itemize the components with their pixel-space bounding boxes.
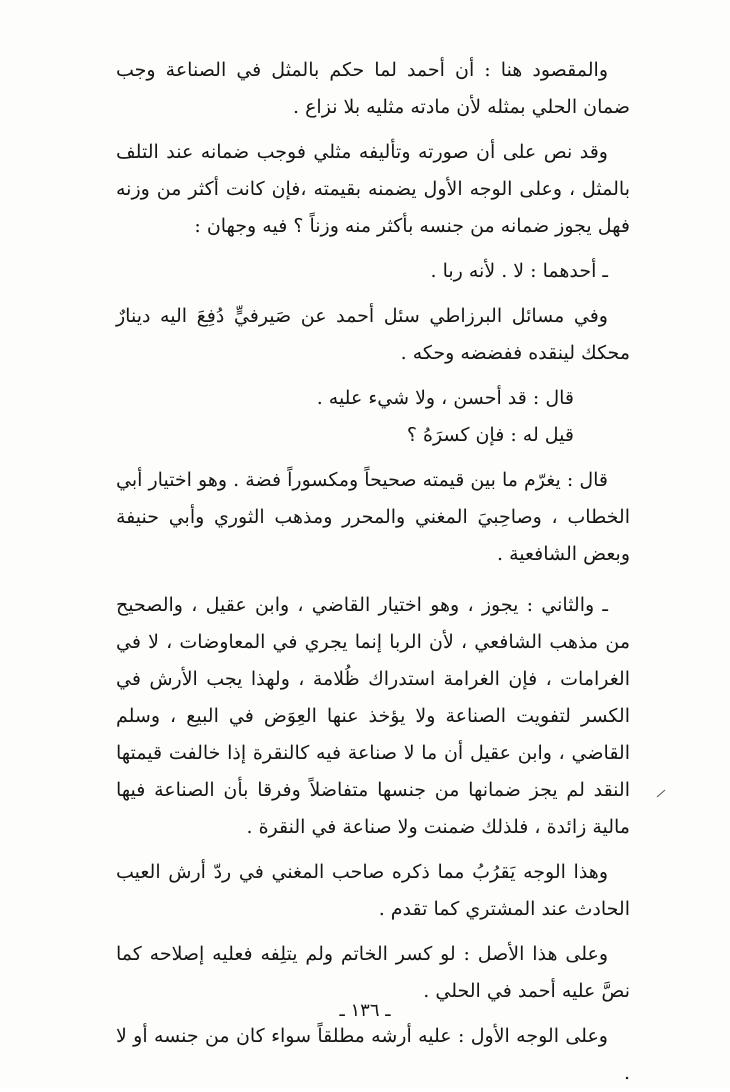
paragraph: قيل له : فإن كسرَهُ ؟ — [406, 424, 574, 446]
paragraph: ـ أحدهما : لا . لأنه ربا . — [430, 260, 608, 282]
margin-pen-mark — [656, 788, 666, 798]
paragraph: قال : قد أحسن ، ولا شيء عليه . — [316, 387, 574, 409]
page-number: ـ ١٣٦ ـ — [339, 1000, 391, 1021]
paragraph: وهذا الوجه يَقرُبُ مما ذكره صاحب المغني في ردّ أرش العيب الحادث عند المشتري كما تقدم . — [116, 861, 630, 920]
page-body-text — [116, 52, 630, 1092]
paragraph: والمقصود هنا : أن أحمد لما حكم بالمثل في الصناعة وجب ضمان الحلي بمثله لأن مادته مثليه بلا نزاع . — [116, 59, 630, 118]
paragraph: قال : يغرّم ما بين قيمته صحيحاً ومكسوراً فضة . وهو اختيار أبي الخطاب ، وصاحِبيَ المغني والمحرر ومذهب الثوري وأبي حنيفة وبعض الشافعية . — [116, 469, 630, 565]
paragraph: وعلى هذا الأصل : لو كسر الخاتم ولم يتلِفه فعليه إصلاحه كما نصَّ عليه أحمد في الحلي . — [116, 943, 630, 1002]
paragraph: وعلى الوجه الأول : عليه أرشه مطلقاً سواء كان من جنسه أو لا . — [116, 1025, 630, 1084]
paragraph: وقد نص على أن صورته وتأليفه مثلي فوجب ضمانه عند التلف بالمثل ، وعلى الوجه الأول يضمنه بقيمته ،فإن كانت أكثر من وزنه فهل يجوز ضمانه من جنسه بأكثر منه وزناً ؟ فيه وجهان : — [116, 141, 630, 237]
paragraph: وفي مسائل البرزاطي سئل أحمد عن صَيرفيٍّ دُفِعَ اليه دينارٌ محكك لينقده ففضضه وحكه . — [116, 305, 630, 364]
paragraph: ـ والثاني : يجوز ، وهو اختيار القاضي ، وابن عقيل ، والصحيح من مذهب الشافعي ، لأن الربا إنما يجري في المعاوضات ، لا في الغرامات ، فإن الغرامة استدراك ظُلامة ، ولهذا يجب الأرش في الكسر لتفويت الصناعة ولا يؤخذ عنها العِوَض في البيع ، وسلم القاضي ، وابن عقيل أن ما لا صناعة فيه كالنقرة إذا خالفت قيمتها النقد لم يجز ضمانها من جنسها متفاضلاً وفرقا بأن الصناعة فيها مالية زائدة ، فلذلك ضمنت ولا صناعة في النقرة . — [116, 594, 630, 838]
